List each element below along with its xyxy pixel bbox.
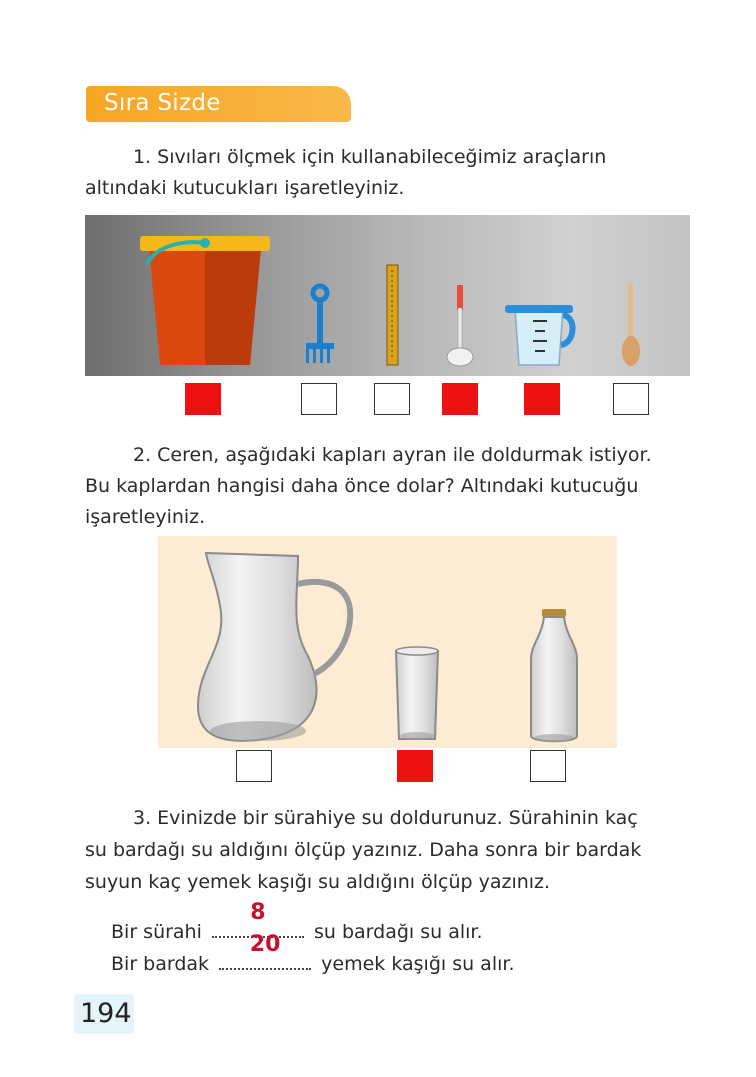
q2-line1: 2. Ceren, aşağıdaki kapları ayran ile doldurmak istiyor. (133, 444, 652, 466)
q1-checkbox-spoon[interactable] (613, 383, 649, 415)
q1-checkbox-bucket[interactable] (185, 383, 221, 415)
q1-checkbox-rake[interactable] (301, 383, 337, 415)
bucket-icon (140, 236, 270, 365)
fill2-after: yemek kaşığı su alır. (321, 953, 515, 975)
q2-checkbox-pitcher[interactable] (236, 750, 272, 782)
bottle-icon (531, 609, 577, 742)
q3-line3: suyun kaç yemek kaşığı su aldığını ölçüp yazınız. (85, 871, 551, 893)
q1-checkbox-ruler[interactable] (374, 383, 410, 415)
q1-line2: altındaki kutucukları işaretleyiniz. (85, 177, 405, 199)
page-number-badge (74, 994, 134, 1034)
q1-checkbox-ladle[interactable] (442, 383, 478, 415)
q1-tools-illustration (85, 215, 690, 376)
pitcher-icon (198, 553, 350, 741)
section-title: Sıra Sizde (104, 90, 221, 116)
measuring-cup-icon (505, 305, 573, 365)
rake-icon (306, 286, 334, 363)
q2-checkbox-bottle[interactable] (530, 750, 566, 782)
fill2-before: Bir bardak (111, 953, 210, 975)
q1-line1: 1. Sıvıları ölçmek için kullanabileceğimiz araçların (133, 146, 607, 168)
q3-line2: su bardağı su aldığını ölçüp yazınız. Daha sonra bir bardak (85, 839, 642, 861)
spoon-icon (622, 283, 640, 366)
page-number: 194 (80, 998, 132, 1029)
fill1-before: Bir sürahi (111, 921, 202, 943)
q3-line1: 3. Evinizde bir sürahiye su doldurunuz. Sürahinin kaç (133, 807, 638, 829)
ladle-icon (447, 285, 473, 366)
fill1-answer: 8 (250, 900, 266, 925)
q2-checkbox-glass[interactable] (397, 750, 433, 782)
q1-checkbox-measuring-cup[interactable] (524, 383, 560, 415)
q2-containers-illustration (158, 536, 617, 748)
fill2-answer-blank[interactable] (219, 932, 311, 970)
q2-line2: Bu kaplardan hangisi daha önce dolar? Altındaki kutucuğu (85, 475, 639, 497)
fill1-after: su bardağı su alır. (313, 921, 483, 943)
section-header (86, 86, 351, 122)
glass-icon (396, 647, 438, 740)
q2-line3: işaretleyiniz. (85, 506, 206, 528)
fill2-answer: 20 (249, 932, 281, 957)
ruler-icon (387, 265, 398, 365)
